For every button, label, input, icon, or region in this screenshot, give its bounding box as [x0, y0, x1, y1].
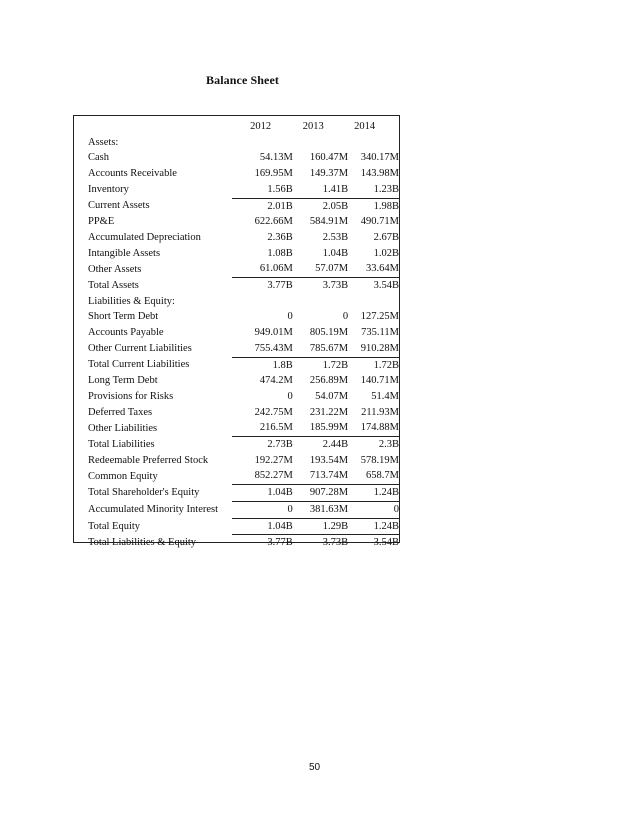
- table-body: [88, 135, 399, 551]
- table-row: [88, 182, 399, 198]
- table-row: [88, 230, 399, 246]
- value-cell-2012: 755.43M: [232, 341, 293, 357]
- value-cell-2013: 231.22M: [309, 406, 349, 418]
- row-label: Long Term Debt: [88, 375, 158, 387]
- value-cell-2013: 785.67M: [293, 341, 348, 357]
- value-cell-2014: 0: [348, 501, 399, 518]
- value-cell-2014: 1.24B: [348, 518, 399, 535]
- balance-sheet-table: [88, 119, 399, 551]
- value-cell-2014: 3.54B: [373, 537, 399, 549]
- row-label: Common Equity: [88, 470, 158, 482]
- table-row: [88, 405, 399, 421]
- row-label: Cash: [88, 152, 109, 164]
- value-cell-2012: 1.56B: [232, 182, 293, 198]
- value-cell-2013: 805.19M: [309, 327, 349, 339]
- row-label: Assets:: [88, 136, 119, 148]
- value-cell-2014: 51.4M: [371, 390, 399, 402]
- value-cell-2013: 1.29B: [293, 518, 348, 535]
- value-cell-2013: 381.63M: [293, 501, 348, 518]
- row-label: Total Equity: [88, 520, 141, 532]
- value-cell-2013: 0: [342, 311, 349, 323]
- table-row: [88, 325, 399, 341]
- table-row: [88, 357, 399, 373]
- value-cell-2012: 2.36B: [267, 231, 293, 243]
- value-cell-2013: 713.74M: [293, 468, 348, 484]
- row-label: Accounts Receivable: [88, 168, 177, 180]
- row-label: Total Liabilities & Equity: [88, 537, 197, 549]
- row-label: Current Assets: [88, 200, 150, 212]
- value-cell-2012: [232, 294, 293, 310]
- row-label: Redeemable Preferred Stock: [88, 454, 209, 466]
- value-cell-2014: 3.54B: [373, 280, 399, 292]
- value-cell-2014: 1.72B: [373, 359, 399, 371]
- value-cell-2012: 949.01M: [254, 327, 293, 339]
- row-label: Inventory: [88, 184, 129, 196]
- value-cell-2014: 1.02B: [373, 247, 399, 259]
- table-row: [88, 420, 399, 436]
- value-cell-2012: 192.27M: [254, 454, 293, 466]
- value-cell-2013: 584.91M: [309, 216, 349, 228]
- value-cell-2014: 211.93M: [361, 406, 399, 418]
- table-row: [88, 166, 399, 182]
- row-label: Accounts Payable: [88, 327, 164, 339]
- table-row: [88, 518, 399, 535]
- value-cell-2012: 242.75M: [254, 406, 293, 418]
- value-cell-2014: 140.71M: [360, 375, 399, 387]
- value-cell-2013: 256.89M: [309, 375, 349, 387]
- value-cell-2014: 174.88M: [348, 420, 399, 436]
- value-cell-2012: 61.06M: [232, 261, 293, 277]
- value-cell-2012: 0: [287, 390, 293, 402]
- value-cell-2013: [293, 294, 348, 310]
- value-cell-2012: 3.77B: [267, 537, 293, 549]
- table-row: [88, 485, 399, 502]
- row-label: Total Liabilities: [88, 438, 155, 450]
- table-row: [88, 453, 399, 469]
- value-cell-2012: 2.01B: [267, 200, 293, 212]
- value-cell-2013: 57.07M: [293, 261, 348, 277]
- value-cell-2012: 2.73B: [267, 439, 293, 451]
- value-cell-2013: 2.53B: [322, 231, 349, 243]
- table-row: [88, 309, 399, 325]
- value-cell-2014: 340.17M: [360, 152, 399, 164]
- column-header-2012: 2012: [250, 121, 272, 132]
- row-label: Accumulated Depreciation: [88, 231, 201, 243]
- table-row: [88, 468, 399, 484]
- value-cell-2012: 1.04B: [232, 485, 293, 502]
- row-label: Other Assets: [88, 263, 142, 275]
- row-label: Total Current Liabilities: [88, 359, 190, 371]
- row-label: Deferred Taxes: [88, 406, 153, 418]
- value-cell-2013: 3.73B: [322, 280, 349, 292]
- value-cell-2013: 3.73B: [322, 537, 349, 549]
- row-label: Provisions for Risks: [88, 390, 174, 402]
- value-cell-2013: 160.47M: [309, 152, 349, 164]
- value-cell-2014: 1.98B: [373, 200, 399, 212]
- value-cell-2013: 54.07M: [315, 390, 349, 402]
- table-row: [88, 294, 399, 310]
- value-cell-2014: 143.98M: [360, 168, 399, 180]
- value-cell-2014: 33.64M: [348, 261, 399, 277]
- value-cell-2014: 490.71M: [360, 216, 399, 228]
- value-cell-2014: 1.24B: [348, 485, 399, 502]
- table-row: [88, 150, 399, 166]
- row-label: PP&E: [88, 216, 115, 228]
- table-row: [88, 198, 399, 214]
- row-label: Liabilities & Equity:: [88, 295, 175, 307]
- header-label-cell: [88, 119, 232, 135]
- table-row: [88, 535, 399, 551]
- value-cell-2014: [348, 135, 399, 151]
- value-cell-2013: 1.72B: [322, 359, 349, 371]
- value-cell-2013: 1.04B: [322, 247, 349, 259]
- table-header-row: [88, 119, 399, 135]
- value-cell-2013: 2.44B: [322, 439, 349, 451]
- value-cell-2013: 907.28M: [293, 485, 348, 502]
- value-cell-2012: 216.5M: [232, 420, 293, 436]
- value-cell-2012: 1.08B: [267, 247, 293, 259]
- balance-sheet-table-frame: [73, 115, 400, 549]
- value-cell-2013: 149.37M: [309, 168, 349, 180]
- value-cell-2012: 0: [287, 311, 293, 323]
- value-cell-2013: [293, 135, 348, 151]
- value-cell-2014: 127.25M: [360, 311, 399, 323]
- value-cell-2012: 852.27M: [232, 468, 293, 484]
- value-cell-2012: 1.8B: [272, 359, 293, 371]
- table-row: [88, 501, 399, 518]
- value-cell-2012: [232, 135, 293, 151]
- value-cell-2013: 193.54M: [309, 454, 349, 466]
- row-label: Short Term Debt: [88, 311, 159, 323]
- value-cell-2014: 658.7M: [348, 468, 399, 484]
- value-cell-2014: 2.67B: [373, 231, 399, 243]
- row-label: Intangible Assets: [88, 247, 161, 259]
- table-row: [88, 135, 399, 151]
- table-row: [88, 214, 399, 230]
- value-cell-2012: 3.77B: [267, 280, 293, 292]
- value-cell-2014: 910.28M: [348, 341, 399, 357]
- value-cell-2014: [348, 294, 399, 310]
- table-row: [88, 246, 399, 262]
- value-cell-2012: 474.2M: [259, 375, 293, 387]
- value-cell-2014: 735.11M: [361, 327, 399, 339]
- row-label: Total Shareholder's Equity: [88, 487, 200, 499]
- table-row: [88, 341, 399, 357]
- value-cell-2012: 1.04B: [232, 518, 293, 535]
- page-title: Balance Sheet: [206, 73, 279, 87]
- page-number: 50: [309, 762, 321, 773]
- value-cell-2014: 578.19M: [360, 454, 399, 466]
- table-row: [88, 437, 399, 453]
- column-header-2014: 2014: [354, 121, 376, 132]
- value-cell-2013: 2.05B: [322, 200, 349, 212]
- table-row: [88, 389, 399, 405]
- value-cell-2012: 169.95M: [254, 168, 293, 180]
- row-label: Accumulated Minority Interest: [88, 503, 219, 515]
- value-cell-2013: 185.99M: [293, 420, 348, 436]
- table-row: [88, 261, 399, 277]
- row-label: Other Current Liabilities: [88, 343, 192, 355]
- value-cell-2012: 54.13M: [259, 152, 293, 164]
- value-cell-2012: 622.66M: [254, 216, 293, 228]
- row-label: Total Assets: [88, 279, 139, 291]
- row-label: Other Liabilities: [88, 422, 158, 434]
- column-header-2013: 2013: [302, 121, 324, 132]
- table-row: [88, 278, 399, 294]
- value-cell-2013: 1.41B: [293, 182, 348, 198]
- value-cell-2014: 2.3B: [378, 439, 399, 451]
- value-cell-2014: 1.23B: [348, 182, 399, 198]
- value-cell-2012: 0: [232, 501, 293, 518]
- table-row: [88, 373, 399, 389]
